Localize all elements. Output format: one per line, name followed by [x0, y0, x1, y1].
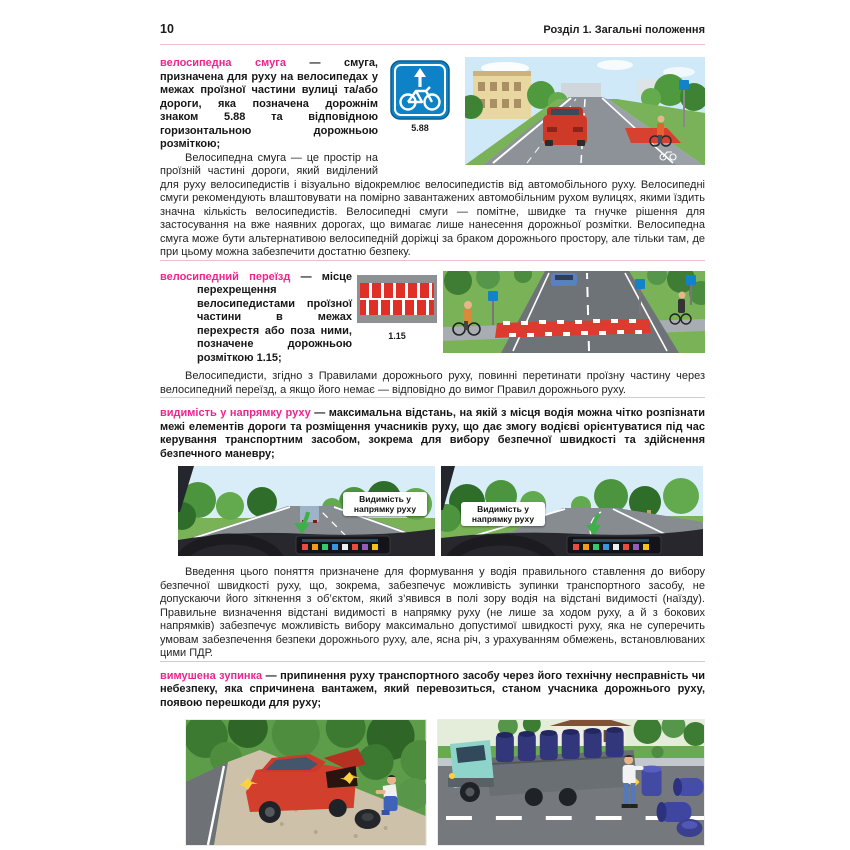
forced-stop-photos-row [185, 719, 705, 846]
visibility-label: Видимість у напрямку руху [343, 492, 427, 516]
bicycle-lane-sign-icon [383, 60, 457, 120]
photo-bicycle-lane-street [465, 57, 705, 165]
bicycle-crossing-marking-icon [357, 275, 437, 328]
page-number: 10 [160, 22, 174, 36]
definition-body: — смуга, призначена для руху на велосипедах у межах проїзної частини вулиці та/або дороги, яка позначена дорожнім знаком 5.88 та відповідною горизонтальною дорожньою розміткою; [160, 57, 378, 150]
photo-truck-fallen-barrels [437, 719, 705, 846]
infotainment-screen [567, 536, 661, 554]
road-sign-figure [383, 57, 457, 172]
photo-visibility-curved-road [441, 466, 703, 556]
section-divider [160, 397, 705, 398]
content-column [160, 57, 705, 846]
term-bicycle-lane: велосипедна смуга [160, 57, 286, 69]
term-forced-stop: вимушена зупинка [160, 669, 263, 682]
explanation-paragraph: Велосипедна смуга — це простір на проїзній частині дороги, який виділений для руху велосипедистів і візуально відокремлює велосипедистів від автомобільного руху. Велосипедні смуги рекомендують влаштовувати на помірно завантажених автомобільним рухом вулицях, якими їздить значна кількість велосипедистів. Велосипедні смуги — помітне, швидке та гнучке рішення для застосування на вже наявних дорогах, що вимагає лише нанесення дорожньої розмітки. Велосипедна смуга може бути альтернативою велосипедній доріжці за браком дорожнього простору, але тільки там, де при цьому можна забезпечити достатню безпеку. [160, 151, 705, 258]
definition-text [160, 670, 705, 711]
explanation-paragraph: Велосипедисти, згідно з Правилами дорожнього руху, повинні перетинати проїзну частину через велосипедний переїзд, а якщо його немає — відповідно до вимог Правил дорожнього руху. [160, 370, 705, 396]
photo-broken-car-roadside [185, 719, 427, 846]
block1-media [383, 57, 705, 172]
section-divider [160, 260, 705, 261]
definition-block-bicycle-lane [160, 57, 705, 260]
definition-body: — місце перехрещення велосипедистами проїзної частини в межах перехрестя або поза ними, позначене дорожньою розміткою 1.15; [197, 270, 352, 364]
definition-block-forced-stop [160, 670, 705, 847]
infotainment-screen [296, 536, 390, 554]
definition-body: — припинення руху транспортного засобу через його технічну несправність чи небезпеку, яка спричинена вантажем, який перевозиться, станом учасника дорожнього руху, появою перешкоди для руху; [160, 669, 705, 709]
term-bicycle-crossing: велосипедний переїзд [160, 270, 291, 283]
definition-body: — максимальна відстань, на якій з місця водія можна чітко розпізнати межі елементів дороги та розміщення учасників руху, що дає змогу водієві орієнтуватися під час керування транспортним засобом, зокрема для вибору безпечної швидкості та здійснення безпечного маневру; [160, 407, 706, 460]
visibility-photos-row [178, 466, 705, 556]
section-divider [160, 661, 705, 662]
block2-media [357, 271, 705, 357]
blue-car-icon [551, 273, 577, 286]
term-visibility: видимість у напрямку руху [160, 407, 311, 419]
road-marking-figure [357, 271, 437, 357]
red-car-icon [543, 107, 587, 146]
definition-text [160, 407, 705, 461]
visibility-label: Видимість у напрямку руху [461, 502, 545, 526]
definition-block-bicycle-crossing [160, 271, 705, 398]
sign-number-label: 5.88 [411, 123, 429, 133]
chapter-header: Розділ 1. Загальні положення [543, 24, 705, 36]
photo-bicycle-crossing [443, 271, 705, 353]
marking-number-label: 1.15 [388, 330, 406, 341]
explanation-paragraph: Введення цього поняття призначене для формування у водія правильного ставлення до вибору безпечної швидкості руху, що, зокрема, забезпечує можливість зупинки транспортного засобу, не допускаючи його зіткнення з об’єктом, який з’явився в полі зору водія на відстані видимості (наїзду). Правильне визначення відстані видимості в напрямку руху (не лише за ходом руху, а й з бокових напрямків) забезпечує можливість вибору максимально допустимої швидкості руху, яка не суперечить умовам забезпечення безпеки дорожнього руху, але, ясна річ, з урахуванням обмежень, встановлюваних цими ПДР. [160, 566, 705, 659]
definition-block-visibility [160, 407, 705, 661]
header-divider [160, 44, 705, 45]
photo-visibility-straight-road [178, 466, 435, 556]
